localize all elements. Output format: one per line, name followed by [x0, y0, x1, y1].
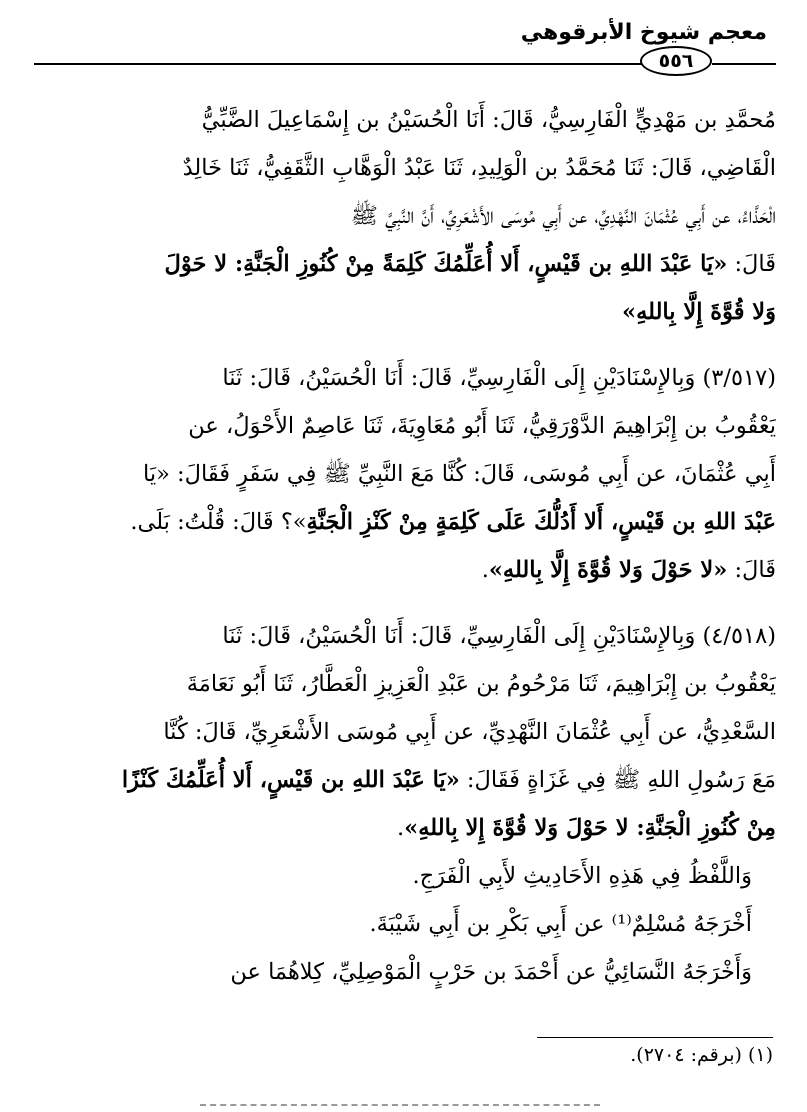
narration-text: . [481, 557, 489, 583]
page-number-oval [640, 46, 712, 76]
narration-text: يَعْقُوبُ بن إِبْرَاهِيمَ الدَّوْرَقِيُّ، ثَنَا أَبُو مُعَاوِيَةَ، ثَنَا عَاصِمٌ الأَحْوَلُ، عن [188, 413, 776, 439]
narration-text: الْحَذَّاءُ، عن أَبِي عُثْمَانَ النَّهْدِيِّ، عن أَبِي مُوسَى الأَشْعَرِيِّ، أَنَّ النَّبِيَّ ﷺ [350, 203, 776, 229]
narration-text: قَالَ: [727, 251, 776, 277]
narration-text: . [397, 815, 405, 841]
narration-text: (٣/٥١٧) وَبِالإِسْنَادَيْنِ إِلَى الْفَارِسِيِّ، قَالَ: أَنَا الْحُسَيْنُ، قَالَ: ثَنَا [222, 365, 776, 391]
text-line [38, 948, 776, 996]
footnote-separator [537, 1037, 773, 1038]
narration-text: مَعَ رَسُولِ اللهِ ﷺ فِي غَزَاةٍ فَقَالَ: [459, 767, 776, 793]
narration-text: الْقَاضِي، قَالَ: ثَنَا مُحَمَّدُ بن الْوَلِيدِ، ثَنَا عَبْدُ الْوَهَّابِ الثَّقَفِيُّ، ثَنَا خَالِدٌ [182, 155, 776, 181]
hadith-text: «يَا عَبْدَ اللهِ بن قَيْسٍ، أَلا أُعَلِّمُكَ كَلِمَةً مِنْ كُنُوزِ الْجَنَّةِ: لا حَوْلَ [164, 251, 728, 277]
narration-text: أَبِي عُثْمَانَ، عن أَبِي مُوسَى، قَالَ: كُنَّا مَعَ النَّبِيِّ ﷺ فِي سَفَرٍ فَقَالَ: «يَا [143, 461, 776, 487]
hadith-text: عَبْدَ اللهِ بن قَيْسٍ، أَلا أَدُلُّكَ عَلَى كَلِمَةٍ مِنْ كَنْزِ الْجَنَّةِ [306, 509, 776, 535]
hadith-text: «يَا عَبْدَ اللهِ بن قَيْسٍ، أَلا أُعَلِّمُكَ كَنْزًا [121, 767, 460, 793]
footnote: (١) (برقم: ٢٧٠٤). [630, 1044, 773, 1066]
text-line [38, 144, 776, 192]
text-line [38, 402, 776, 450]
narration-text: مُحمَّدِ بن مَهْدِيٍّ الْفَارِسِيُّ، قَالَ: أَنَا الْحُسَيْنُ بن إِسْمَاعِيلَ الضَّبِّيُّ [201, 107, 776, 133]
bottom-scan-edge [200, 1104, 600, 1106]
text-line [38, 756, 776, 804]
text-line [38, 546, 776, 594]
narration-text: يَعْقُوبُ بن إِبْرَاهِيمَ، ثَنَا مَرْحُومُ بن عَبْدِ الْعَزِيزِ الْعَطَّارُ، ثَنَا أَبُو نَعَامَةَ [186, 671, 776, 697]
narration-text: أَخْرَجَهُ مُسْلِمٌ⁽¹⁾ عن أَبِي بَكْرِ بن أَبِي شَيْبَةَ. [369, 911, 752, 937]
narration-text: السَّعْدِيُّ، عن أَبِي عُثْمَانَ النَّهْدِيِّ، عن أَبِي مُوسَى الأَشْعَرِيِّ، قَالَ: كُنَّا [163, 719, 776, 745]
main-text [38, 96, 776, 996]
page-header [0, 0, 807, 80]
text-line [38, 450, 776, 498]
header-rule [712, 63, 776, 65]
narration-text: قَالَ: [727, 557, 776, 583]
text-line [38, 660, 776, 708]
narration-text: وَأَخْرَجَهُ النَّسَائِيُّ عن أَحْمَدَ بن حَرْبٍ الْمَوْصِلِيِّ، كِلاهُمَا عن [230, 959, 752, 985]
hadith-text: وَلا قُوَّةَ إِلَّا بِاللهِ» [622, 299, 776, 325]
text-line [38, 612, 776, 660]
page-number: ٥٥٦ [658, 50, 694, 72]
header-rule [34, 63, 642, 65]
text-line [38, 192, 776, 240]
narration-text: وَاللَّفْظُ فِي هَذِهِ الأَحَادِيثِ لأَبِي الْفَرَجِ. [412, 863, 752, 889]
text-line [38, 804, 776, 852]
text-line [38, 852, 776, 900]
text-line [38, 708, 776, 756]
paragraph-gap [38, 336, 776, 354]
narration-text: »؟ قَالَ: قُلْتُ: بَلَى. [130, 509, 307, 535]
text-line [38, 498, 776, 546]
paragraph-gap [38, 594, 776, 612]
text-line [38, 900, 776, 948]
running-title: معجم شيوخ الأبرقوهي [520, 20, 767, 45]
text-line [38, 288, 776, 336]
hadith-text: «لا حَوْلَ وَلا قُوَّةَ إِلَّا بِاللهِ» [488, 557, 728, 583]
text-line [38, 96, 776, 144]
text-line [38, 354, 776, 402]
hadith-text: مِنْ كُنُوزِ الْجَنَّةِ: لا حَوْلَ وَلا قُوَّةَ إِلا بِاللهِ» [404, 815, 776, 841]
narration-text: (٤/٥١٨) وَبِالإِسْنَادَيْنِ إِلَى الْفَارِسِيِّ، قَالَ: أَنَا الْحُسَيْنُ، قَالَ: ثَنَا [222, 623, 776, 649]
text-line [38, 240, 776, 288]
